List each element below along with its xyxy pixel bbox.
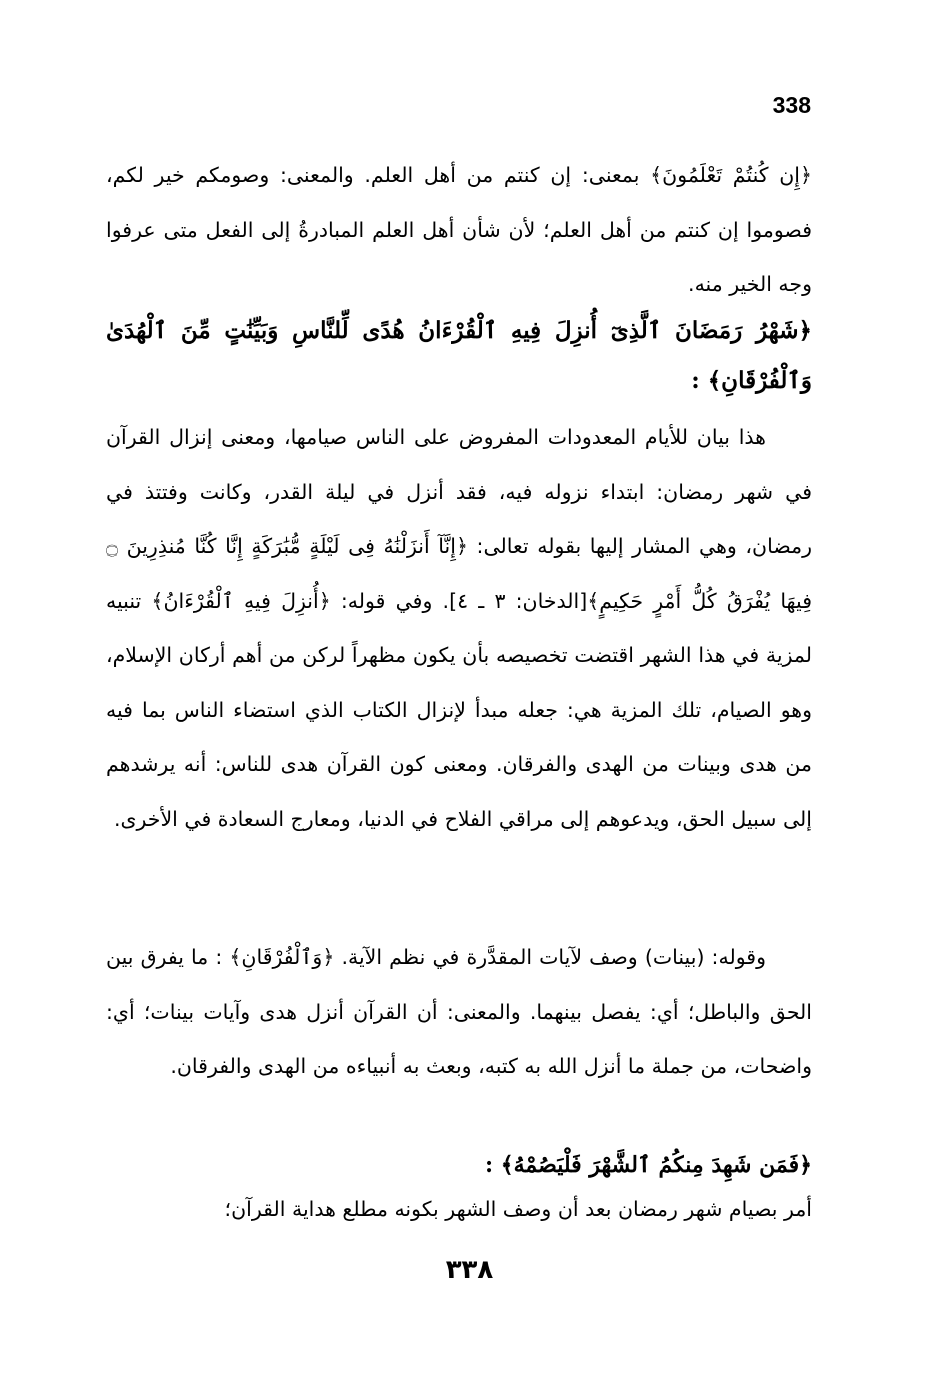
paragraph-4-text: أمر بصيام شهر رمضان بعد أن وصف الشهر بكونه مطلع هداية القرآن؛ [224, 1197, 812, 1221]
paragraph-3-text: وقوله: (بينات) وصف لآيات المقدَّرة في نظم الآية. ﴿وَٱلْفُرْقَانِ﴾ : ما يفرق بين الحق والباطل؛ أي: يفصل بينهما. والمعنى: أن القرآن أنزل هدى وآيات بينات؛ أي: واضحات، من جملة ما أنزل الله به كتبه، وبعث به أنبياءه من الهدى والفرقان. [106, 945, 812, 1078]
page-number-top: 338 [772, 92, 811, 118]
paragraph-3 [106, 930, 812, 1094]
page-number-bottom: ٣٣٨ [445, 1255, 494, 1285]
paragraph-1-text: ﴿إِن كُنتُمْ تَعْلَمُونَ﴾ بمعنى: إن كنتم من أهل العلم. والمعنى: وصومكم خير لكم، فصوموا إن كنتم من أهل العلم؛ لأن شأن أهل العلم المبادرةُ إلى الفعل متى عرفوا وجه الخير منه. [106, 163, 812, 296]
verse-heading-1: ﴿شَهْرُ رَمَضَانَ ٱلَّذِىٓ أُنزِلَ فِيهِ ٱلْقُرْءَانُ هُدًى لِّلنَّاسِ وَبَيِّنَٰتٍ مِّنَ ٱلْهُدَىٰ وَٱلْفُرْقَانِ﴾ : [106, 317, 812, 394]
verse-heading-2: ﴿فَمَن شَهِدَ مِنكُمُ ٱلشَّهْرَ فَلْيَصُمْهُ﴾ : [484, 1152, 812, 1178]
paragraph-2 [106, 410, 812, 846]
paragraph-2-text: هذا بيان للأيام المعدودات المفروض على الناس صيامها، ومعنى إنزال القرآن في شهر رمضان: ابتداء نزوله فيه، فقد أنزل في ليلة القدر، وكانت وفتتذ في رمضان، وهي المشار إليها بقوله تعالى: ﴿إِنَّآ أَنزَلْنَٰهُ فِى لَيْلَةٍ مُّبَٰرَكَةٍ إِنَّا كُنَّا مُنذِرِينَ ۝ فِيهَا يُفْرَقُ كُلُّ أَمْرٍ حَكِيمٍ﴾[الدخان: ٣ ـ ٤]. وفي قوله: ﴿أُنزِلَ فِيهِ ٱلْقُرْءَانُ﴾ تنبيه لمزية في هذا الشهر اقتضت تخصيصه بأن يكون مظهراً لركن من أهم أركان الإسلام، وهو الصيام، تلك المزية هي: جعله مبدأ لإنزال الكتاب الذي استضاء الناس بما فيه من هدى وبينات من الهدى والفرقان. ومعنى كون القرآن هدى للناس: أنه يرشدهم إلى سبيل الحق، ويدعوهم إلى مراقي الفلاح في الدنيا، ومعارج السعادة في الأخرى. [106, 425, 812, 831]
paragraph-1 [106, 148, 812, 312]
paragraph-4 [106, 1182, 812, 1237]
